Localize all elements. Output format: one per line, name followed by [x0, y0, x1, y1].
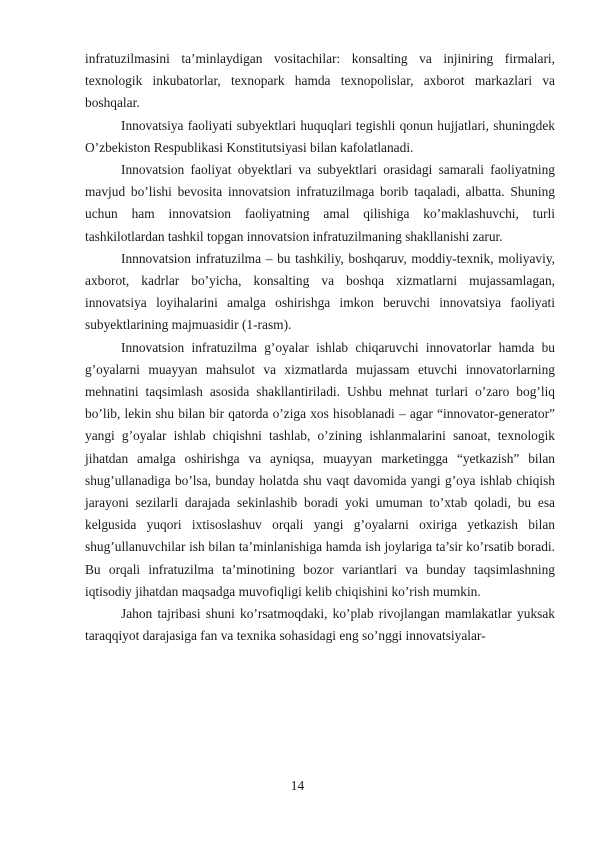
- paragraph: Innnovatsion infratuzilma – bu tashkiliy, boshqaruv, moddiy-texnik, moliyaviy, axborot, kadrlar bo’yicha, konsalting va boshqa xizmatlarni mujassamlagan, innovatsiya loyihalarini amalga oshirishga imkon beruvchi innovatsiya faoliyati subyektlarining majmuasidir (1-rasm).: [85, 250, 555, 333]
- paragraph: Innovatsiya faoliyati subyektlari huquqlari tegishli qonun hujjatlari, shuningdek O’zbekiston Respublikasi Konstitutsiyasi bilan kafolatlanadi.: [85, 117, 555, 155]
- paragraph: Innovatsion infratuzilma g’oyalar ishlab chiqaruvchi innovatorlar hamda bu g’oyalarni muayyan mahsulot va xizmatlarda mujassam etuvchi innovatorlarning mehnatini taqsimlash asosida shakllantiriladi. Ushbu mehnat turlari o’zaro bog’liq bo’lib, lekin shu bilan bir qatorda o’ziga xos hisoblanadi – agar “innovator-generator” yangi g’oyalar ishlab chiqishni tashlab, o’zining ishlanmalarini sanoat, texnologik jihatdan amalga oshirishga va ayniqsa, muayyan marketingga “yetkazish” bilan shug’ullanadiga bo’lsa, bunday holatda shu vaqt davomida yangi g’oya ishlab chiqish jarayoni sezilarli darajada sekinlashib boradi yoki umuman to’xtab qoladi, bu esa kelgusida yuqori ixtisoslashuv orqali yangi g’oyalarni oxiriga yetkazish bilan shug’ullanuvchilar ish bilan ta’minlanishiga hamda ish joylariga ta’sir ko’rsatib boradi. Bu orqali infratuzilma ta’minotining bozor variantlari va bunday taqsimlashning iqtisodiy jihatdan maqsadga muvofiqligi kelib chiqishini ko’rish mumkin.: [85, 339, 555, 599]
- document-body: [85, 48, 555, 647]
- paragraph: Innovatsion faoliyat obyektlari va subyektlari orasidagi samarali faoliyatning mavjud bo’lishi bevosita innovatsion infratuzilmaga borib taqaladi, albatta. Shuning uchun ham innovatsion faoliyatning amal qilishiga ko’maklashuvchi, turli tashkilotlardan tashkil topgan innovatsion infratuzilmaning shakllanishi zarur.: [85, 162, 555, 244]
- page-number: 14: [290, 778, 305, 793]
- paragraph: infratuzilmasini ta’minlaydigan vositachilar: konsalting va injiniring firmalari, texnologik inkubatorlar, texnopark hamda texnopolislar, axborot markazlari va boshqalar.: [85, 51, 555, 111]
- paragraph: Jahon tajribasi shuni ko’rsatmoqdaki, ko’plab rivojlangan mamlakatlar yuksak taraqqiyot darajasiga fan va texnika sohasidagi eng so’nggi innovatsiyalar-: [85, 606, 555, 644]
